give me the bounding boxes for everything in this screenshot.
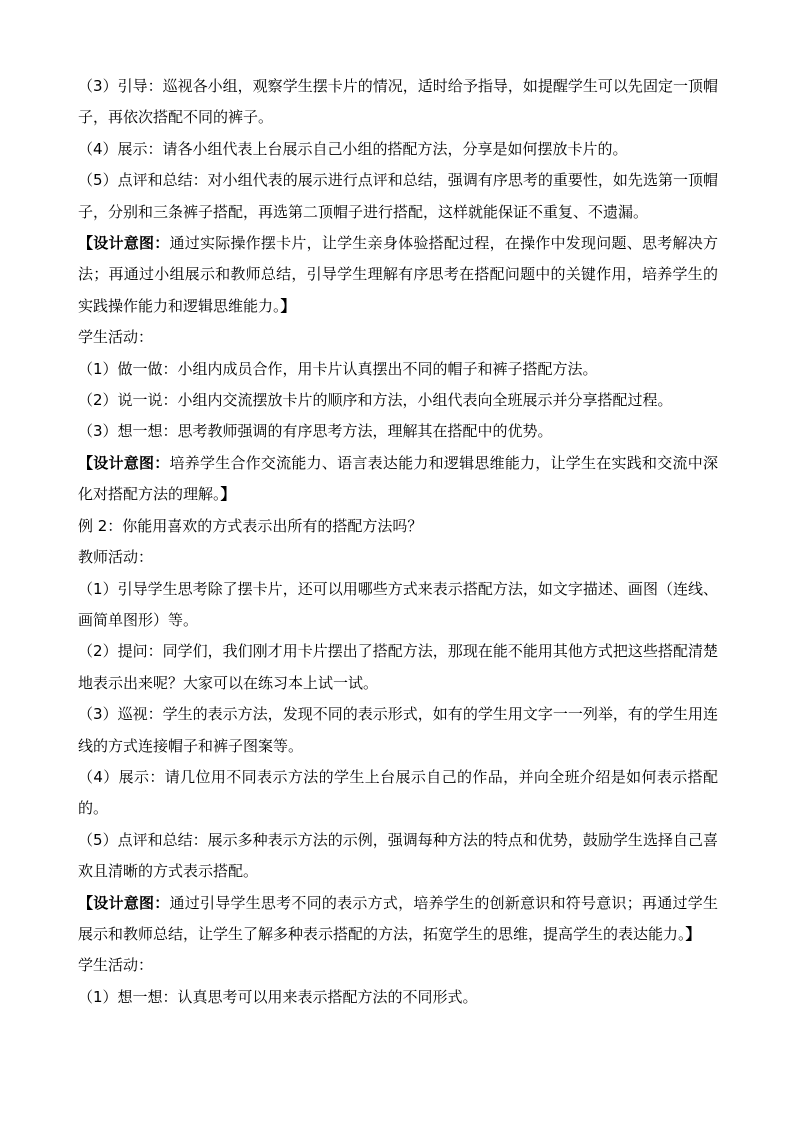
- design-intent-close: 】: [685, 924, 701, 943]
- section-heading-teacher-activity: 教师活动：: [78, 548, 154, 567]
- design-intent-close: 】: [280, 296, 296, 315]
- paragraph-do: （1）做一做：小组内成员合作，用卡片认真摆出不同的帽子和裤子搭配方法。: [78, 359, 598, 378]
- design-intent-label: 【设计意图：: [78, 893, 170, 912]
- paragraph-comment-summary: （5）点评和总结：对小组代表的展示进行点评和总结，强调有序思考的重要性，如先选第一顶帽子，分别和三条裤子搭配，再选第二顶帽子进行搭配，这样就能保证不重复、不遗漏。: [78, 171, 718, 221]
- paragraph-guide: （3）引导：巡视各小组，观察学生摆卡片的情况，适时给予指导，如提醒学生可以先固定一顶帽子，再依次搭配不同的裤子。: [78, 77, 718, 127]
- design-intent-text: 培养学生合作交流能力、语言表达能力和逻辑思维能力，让学生在实践和交流中深化对搭配方法的理解。: [78, 453, 718, 504]
- paragraph-display: （4）展示：请各小组代表上台展示自己小组的搭配方法，分享是如何摆放卡片的。: [78, 139, 628, 158]
- design-intent-3: [78, 888, 718, 951]
- design-intent-text: 通过实际操作摆卡片，让学生亲身体验搭配过程，在操作中发现问题、思考解决方法；再通过小组展示和教师总结，引导学生理解有序思考在搭配问题中的关键作用，培养学生的实践操作能力和逻辑思维能力。: [78, 234, 718, 315]
- document-body: [78, 71, 718, 1013]
- paragraph-teacher-question: （2）提问：同学们，我们刚才用卡片摆出了搭配方法，那现在能不能用其他方式把这些搭配清楚地表示出来呢？大家可以在练习本上试一试。: [78, 642, 718, 692]
- paragraph-think: （3）想一想：思考教师强调的有序思考方法，理解其在搭配中的优势。: [78, 422, 553, 441]
- paragraph-say: （2）说一说：小组内交流摆放卡片的顺序和方法，小组代表向全班展示并分享搭配过程。: [78, 391, 673, 410]
- design-intent-close: 】: [220, 485, 236, 504]
- section-heading-student-activity-2: 学生活动：: [78, 956, 154, 975]
- example-2-question: 例 2：你能用喜欢的方式表示出所有的搭配方法吗？: [78, 516, 423, 535]
- paragraph-teacher-summary: （5）点评和总结：展示多种表示方法的示例，强调每种方法的特点和优势，鼓励学生选择自己喜欢且清晰的方式表示搭配。: [78, 830, 718, 881]
- paragraph-teacher-patrol: （3）巡视：学生的表示方法，发现不同的表示形式，如有的学生用文字一一列举，有的学生用连线的方式连接帽子和裤子图案等。: [78, 705, 718, 755]
- section-heading-student-activity: 学生活动：: [78, 328, 154, 347]
- paragraph-student-think: （1）想一想：认真思考可以用来表示搭配方法的不同形式。: [78, 987, 478, 1006]
- design-intent-text: 通过引导学生思考不同的表示方式，培养学生的创新意识和符号意识；再通过学生展示和教师总结，让学生了解多种表示搭配的方法，拓宽学生的思维，提高学生的表达能力。: [78, 893, 718, 943]
- design-intent-1: [78, 228, 718, 322]
- paragraph-teacher-display: （4）展示：请几位用不同表示方法的学生上台展示自己的作品，并向全班介绍是如何表示搭配的。: [78, 767, 718, 818]
- design-intent-2: [78, 448, 718, 511]
- design-intent-label: 【设计意图：: [78, 453, 170, 472]
- design-intent-label: 【设计意图：: [78, 234, 170, 253]
- paragraph-teacher-guide: （1）引导学生思考除了摆卡片，还可以用哪些方式来表示搭配方法，如文字描述、画图（连线、画简单图形）等。: [78, 579, 718, 629]
